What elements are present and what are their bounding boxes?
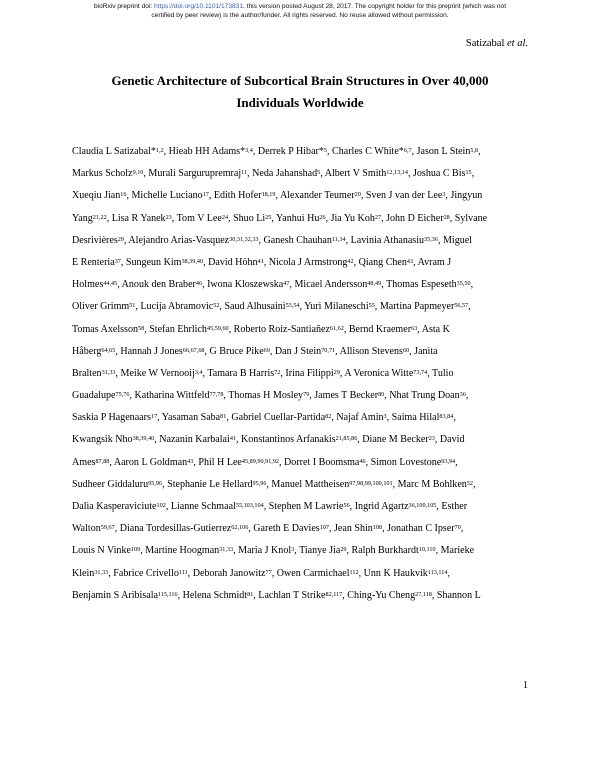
author-name: , Marieke — [435, 545, 475, 557]
affiliation-superscript: 16 — [120, 191, 127, 199]
affiliation-superscript: 97,98,99,100,101 — [349, 479, 393, 487]
affiliation-superscript: 35,36 — [424, 235, 438, 243]
author-name: , Tianye Jia — [294, 545, 341, 557]
author-name: , — [465, 390, 469, 402]
author-name: , A Veronica Witte — [339, 367, 414, 379]
author-line — [72, 319, 532, 341]
author-name: , Alexander Teumer — [275, 190, 355, 202]
affiliation-superscript: 24 — [221, 213, 229, 221]
affiliation-superscript: 109 — [130, 546, 141, 554]
author-name: , — [471, 168, 475, 180]
author-name: , Lucija Abramovic — [135, 301, 214, 313]
affiliation-superscript: 72 — [274, 368, 281, 376]
affiliation-superscript: 26 — [319, 213, 326, 221]
author-name: , Gabriel Cuellar-Partida — [226, 412, 326, 424]
affiliation-superscript: 45,89,90,91,92 — [241, 457, 280, 465]
affiliation-superscript: 6,7 — [403, 146, 412, 154]
author-line — [72, 141, 532, 163]
preprint-line-1: bioRxiv preprint doi: https://doi.org/10.1101/173831. this version posted August 28, 2017. The copyright holder for this preprint (which was not — [93, 3, 507, 10]
author-name: , Martina Papmeyer — [374, 301, 455, 313]
author-line — [72, 363, 532, 385]
affiliation-superscript: 48,49 — [367, 279, 382, 287]
affiliation-superscript: 5 — [323, 146, 327, 154]
author-line — [72, 163, 532, 185]
author-name: , Tulio — [427, 367, 454, 379]
author-line — [72, 563, 532, 585]
author-name: , G Bruce Pike — [204, 345, 264, 357]
author-name: , Ching-Yu Cheng — [342, 589, 416, 601]
affiliation-superscript: 43 — [187, 457, 194, 465]
affiliation-superscript: 75,76 — [115, 390, 130, 398]
affiliation-superscript: 11,34 — [331, 235, 346, 243]
affiliation-superscript: 115,116 — [157, 590, 178, 598]
author-name: , Anouk den Braber — [117, 279, 196, 291]
author-name: , Meike W Vernooij — [115, 367, 195, 379]
author-name: , Ingrid Agartz — [349, 501, 409, 512]
author-name: Walton — [72, 523, 101, 535]
author-name: , Konstantinos Arfanakis — [236, 434, 336, 446]
author-name: , Bernd Kraemer — [343, 323, 412, 335]
author-name: , Dorret I Boomsma — [279, 456, 360, 468]
affiliation-superscript: 29 — [117, 235, 124, 243]
affiliation-superscript: 63 — [411, 324, 418, 332]
author-name: Ames — [72, 456, 96, 468]
author-name: , Ganesh Chauhan — [258, 234, 332, 246]
author-name: , Shuo Li — [228, 212, 266, 224]
author-name: , — [478, 146, 481, 157]
author-name: , Roberto Roiz-Santiañez — [228, 323, 330, 335]
affiliation-superscript: 52 — [466, 479, 474, 487]
affiliation-superscript: 113,114 — [427, 568, 448, 576]
author-name: , Stephen M Lawrie — [263, 501, 344, 512]
affiliation-superscript: 23 — [428, 435, 435, 443]
affiliation-superscript: 5,8 — [470, 146, 479, 154]
affiliation-superscript: 79 — [303, 390, 310, 398]
affiliation-superscript: 108 — [372, 524, 383, 532]
author-name: , Shannon L — [431, 589, 481, 601]
author-name: , John D Eicher — [381, 212, 444, 224]
author-name: , Jean Shin — [328, 523, 373, 535]
affiliation-superscript: 44,45 — [103, 279, 118, 287]
author-name: Louis N Vinke — [72, 545, 131, 557]
author-name: Håberg — [72, 345, 102, 357]
affiliation-superscript: 45,59,60 — [206, 324, 229, 332]
author-name: , Tamara B Harris — [202, 367, 275, 379]
author-name: , Jingyun — [445, 190, 483, 202]
author-name: , Helena Schmidt — [177, 589, 248, 601]
author-name: , — [447, 567, 450, 579]
author-name: Desrivières — [72, 234, 118, 246]
affiliation-superscript: 59,67 — [100, 524, 115, 532]
author-name: Oliver Grimm — [72, 301, 130, 313]
author-name: , Derrek P Hibar* — [252, 146, 324, 157]
author-line — [72, 496, 532, 518]
affiliation-superscript: 3,4 — [194, 368, 203, 376]
author-name: , Marc M Bohlken — [392, 478, 467, 490]
affiliation-superscript: 3 — [442, 191, 446, 199]
affiliation-superscript: 77,78 — [209, 390, 224, 398]
author-name: Tomas Axelsson — [72, 323, 138, 335]
author-name: , Fabrice Crivello — [108, 567, 179, 579]
author-line — [72, 296, 532, 318]
author-line — [72, 518, 532, 540]
author-name: , Nicola J Armstrong — [263, 256, 348, 268]
affiliation-superscript: 3 — [383, 413, 387, 421]
affiliation-superscript: 60 — [402, 346, 410, 354]
affiliation-superscript: 81 — [220, 413, 227, 421]
affiliation-superscript: 41 — [257, 257, 264, 265]
author-name: , Deborah Janowitz — [187, 567, 266, 579]
author-name: , Phil H Lee — [193, 456, 242, 468]
affiliation-superscript: 36 — [459, 390, 466, 398]
author-name: E Renteria — [72, 256, 115, 268]
author-name: , Gareth E Davies — [248, 523, 320, 535]
affiliation-superscript: 52 — [213, 302, 220, 310]
author-name: Claudia L Satizabal* — [72, 146, 156, 157]
affiliation-superscript: 51 — [129, 302, 136, 310]
author-name: Yang — [72, 212, 93, 224]
author-name: , Lisa R Yanek — [106, 212, 166, 224]
author-name: , Janita — [409, 345, 438, 357]
author-name: , Katharina Wittfeld — [129, 390, 210, 402]
affiliation-superscript: 93,94 — [441, 457, 456, 465]
author-name: , Owen Carmichael — [271, 567, 350, 579]
author-name: Dalia Kasperaviciute — [72, 501, 157, 512]
affiliation-superscript: 3,4 — [245, 146, 253, 154]
affiliation-superscript: 107 — [319, 524, 329, 532]
author-name: , Avram J — [413, 256, 452, 268]
affiliation-superscript: 112 — [349, 568, 359, 576]
author-name: , Stephanie Le Hellard — [162, 478, 253, 490]
running-head: Satizabal et al. — [465, 38, 528, 49]
author-name: , Jia Yu Koh — [325, 212, 375, 224]
author-name: , Hieab HH Adams* — [163, 146, 246, 157]
affiliation-superscript: 20 — [354, 191, 361, 199]
author-name: , Nazanin Karbalai — [154, 434, 230, 446]
author-name: , David Höhn — [203, 256, 258, 268]
affiliation-superscript: 3 — [291, 546, 295, 554]
affiliation-superscript: 82 — [325, 413, 332, 421]
preprint-notice — [0, 3, 600, 20]
author-name: , Miguel — [437, 234, 472, 246]
affiliation-superscript: 58 — [138, 324, 145, 332]
preprint-line-2: certified by peer review) is the author/funder. All rights reserved. No reuse allowed without permission. — [151, 11, 449, 19]
author-line — [72, 230, 532, 252]
author-name: , Sungeun Kim — [120, 256, 182, 268]
author-name: , Lavinia Athanasiu — [345, 234, 425, 246]
author-name: , Martine Hoogman — [140, 545, 220, 557]
author-name: Xueqiu Jian — [72, 190, 121, 202]
author-name: , Diane M Becker — [357, 434, 429, 446]
author-name: , James T Becker — [309, 390, 379, 402]
author-name: , David — [434, 434, 465, 446]
author-line — [72, 452, 532, 474]
author-name: , Micael Andersson — [289, 279, 368, 291]
affiliation-superscript: 35,50 — [456, 279, 471, 287]
affiliation-superscript: 38,39,40 — [132, 435, 155, 443]
author-name: , Nhat Trung Doan — [384, 390, 460, 402]
page-number: 1 — [523, 680, 528, 691]
affiliation-superscript: 41 — [229, 435, 236, 443]
affiliation-superscript: 102 — [156, 501, 166, 509]
author-name: , Lianne Schmaal — [165, 501, 236, 512]
author-line — [72, 474, 532, 496]
affiliation-superscript: 23 — [165, 213, 172, 221]
author-name: , Thomas Espeseth — [381, 279, 457, 291]
author-name: , Alejandro Arias-Vasquez — [123, 234, 230, 246]
author-name: , Esther — [436, 501, 468, 512]
affiliation-superscript: 37 — [114, 257, 121, 265]
author-name: , Sven J van der Lee — [360, 190, 443, 202]
author-name: , Tom V Lee — [171, 212, 222, 224]
affiliation-superscript: 46 — [195, 279, 203, 287]
affiliation-superscript: 53,54 — [285, 302, 300, 310]
affiliation-superscript: 27,118 — [415, 590, 432, 598]
author-name: Klein — [72, 567, 95, 579]
author-line — [72, 252, 532, 274]
affiliation-superscript: 70 — [454, 524, 461, 532]
author-name: Holmes — [72, 279, 104, 291]
affiliation-superscript: 5 — [317, 169, 321, 177]
author-name: , Jonathan C Ipser — [382, 523, 455, 535]
affiliation-superscript: 29 — [333, 368, 340, 376]
author-name: , Yasaman Saba — [157, 412, 221, 424]
paper-title — [60, 70, 540, 114]
title-line-1: Genetic Architecture of Subcortical Brain Structures in Over 40,000 — [111, 73, 489, 88]
affiliation-superscript: 64,65 — [101, 346, 116, 354]
author-name: Bralten — [72, 367, 102, 379]
author-name: , Saud Alhusaini — [219, 301, 286, 313]
author-name: , — [453, 412, 456, 424]
affiliation-superscript: 95,96 — [252, 479, 267, 487]
author-line — [72, 429, 532, 451]
author-name: Benjamin S Aribisala — [72, 589, 158, 601]
author-name: , Edith Hofer — [208, 190, 262, 202]
affiliation-superscript: 11 — [241, 169, 248, 177]
affiliation-superscript: 21,22 — [92, 213, 107, 221]
affiliation-superscript: 31,33 — [219, 546, 234, 554]
affiliation-superscript: 62,106 — [231, 524, 249, 532]
author-name: , Stefan Ehrlich — [144, 323, 207, 335]
author-line — [72, 540, 532, 562]
affiliation-superscript: 73,74 — [413, 368, 428, 376]
affiliation-superscript: 69 — [263, 346, 270, 354]
affiliation-superscript: 1,2 — [155, 146, 164, 154]
affiliation-superscript: 17 — [202, 191, 209, 199]
author-name: , — [473, 478, 476, 490]
affiliation-superscript: 30,31,32,33 — [229, 235, 259, 243]
affiliation-superscript: 25 — [265, 213, 272, 221]
author-name: , Ralph Burkhardt — [346, 545, 419, 557]
author-name: , Najaf Amin — [331, 412, 384, 424]
affiliation-superscript: 12,13,14 — [386, 169, 408, 177]
author-name: , Manuel Mattheisen — [266, 478, 350, 490]
author-name: , Simon Lovestone — [365, 456, 442, 468]
affiliation-superscript: 36,100,105 — [408, 501, 437, 509]
affiliation-superscript: 55,103,104 — [235, 501, 264, 509]
author-name: , Jason L Stein — [411, 146, 471, 157]
author-name: , Neda Jahanshad — [247, 168, 318, 180]
affiliation-superscript: 17 — [150, 413, 158, 421]
author-line — [72, 407, 532, 429]
affiliation-superscript: 21,85,86 — [335, 435, 358, 443]
affiliation-superscript: 38,39,40 — [181, 257, 204, 265]
author-name: , Hannah J Jones — [115, 345, 183, 357]
author-name: , — [460, 523, 464, 535]
affiliation-superscript: 27 — [374, 213, 382, 221]
author-name: Markus Scholz — [72, 168, 133, 180]
affiliation-superscript: 111 — [178, 568, 188, 576]
title-line-2: Individuals Worldwide — [236, 95, 364, 110]
author-name: , Thomas H Mosley — [223, 390, 304, 402]
author-name: Saskia P Hagenaars — [72, 412, 151, 424]
author-name: , Sylvane — [449, 212, 488, 224]
affiliation-superscript: 83,84 — [439, 413, 454, 421]
author-name: Guadalupe — [72, 390, 116, 402]
author-name: Kwangsik Nho — [72, 434, 133, 446]
author-name: , Iwona Kloszewska — [202, 279, 284, 291]
affiliation-superscript: 42 — [347, 257, 354, 265]
affiliation-superscript: 82,117 — [325, 590, 343, 598]
author-name: , Asta K — [417, 323, 450, 335]
author-name: , Maria J Knol — [233, 545, 292, 557]
author-line — [72, 185, 532, 207]
affiliation-superscript: 80 — [378, 390, 385, 398]
author-name: , — [470, 279, 474, 291]
author-list — [72, 141, 532, 607]
affiliation-superscript: 70,71 — [321, 346, 336, 354]
affiliation-superscript: 18,19 — [261, 191, 276, 199]
affiliation-superscript: 15 — [465, 169, 472, 177]
author-name: , Unn K Haukvik — [358, 567, 428, 579]
affiliation-superscript: 31,33 — [101, 368, 116, 376]
author-name: , Yanhui Hu — [271, 212, 320, 224]
affiliation-superscript: 56,57 — [454, 302, 469, 310]
affiliation-superscript: 10,110 — [418, 546, 436, 554]
author-name: , Aaron L Goldman — [109, 456, 188, 468]
author-name: , Irina Filippi — [280, 367, 334, 379]
affiliation-superscript: 81 — [247, 590, 254, 598]
author-line — [72, 385, 532, 407]
author-name: , Murali Sargurupremraj — [143, 168, 242, 180]
affiliation-superscript: 61,62 — [329, 324, 344, 332]
affiliation-superscript: 43 — [406, 257, 414, 265]
affiliation-superscript: 9,10 — [132, 169, 144, 177]
affiliation-superscript: 28 — [443, 213, 450, 221]
affiliation-superscript: 29 — [340, 546, 347, 554]
author-name: Sudheer Giddaluru — [72, 478, 149, 490]
author-name: , Lachlan T Strike — [253, 589, 326, 601]
author-line — [72, 585, 532, 607]
author-name: , Diana Tordesillas-Gutierrez — [114, 523, 232, 535]
author-line — [72, 208, 532, 230]
author-name: , Charles C White* — [327, 146, 404, 157]
affiliation-superscript: 87,88 — [95, 457, 110, 465]
author-name: , Allison Stevens — [335, 345, 403, 357]
author-name: , — [455, 456, 458, 468]
affiliation-superscript: 46 — [359, 457, 366, 465]
author-name: , Yuri Milaneschi — [299, 301, 369, 313]
author-name: , Dan J Stein — [269, 345, 322, 357]
affiliation-superscript: 66,67,68 — [182, 346, 205, 354]
author-name: , Albert V Smith — [320, 168, 387, 180]
author-name: , Saima Hilal — [386, 412, 440, 424]
affiliation-superscript: 31,33 — [94, 568, 109, 576]
author-name: , Michelle Luciano — [126, 190, 203, 202]
author-line — [72, 341, 532, 363]
affiliation-superscript: 55 — [368, 302, 375, 310]
affiliation-superscript: 47 — [283, 279, 290, 287]
doi-link[interactable]: https://doi.org/10.1101/173831 — [154, 3, 244, 10]
affiliation-superscript: 56 — [343, 501, 350, 509]
author-name: , Qiang Chen — [353, 256, 407, 268]
author-name: , — [468, 301, 471, 313]
author-line — [72, 274, 532, 296]
author-name: , Joshua C Bis — [407, 168, 466, 180]
affiliation-superscript: 77 — [265, 568, 272, 576]
affiliation-superscript: 95,96 — [148, 479, 163, 487]
